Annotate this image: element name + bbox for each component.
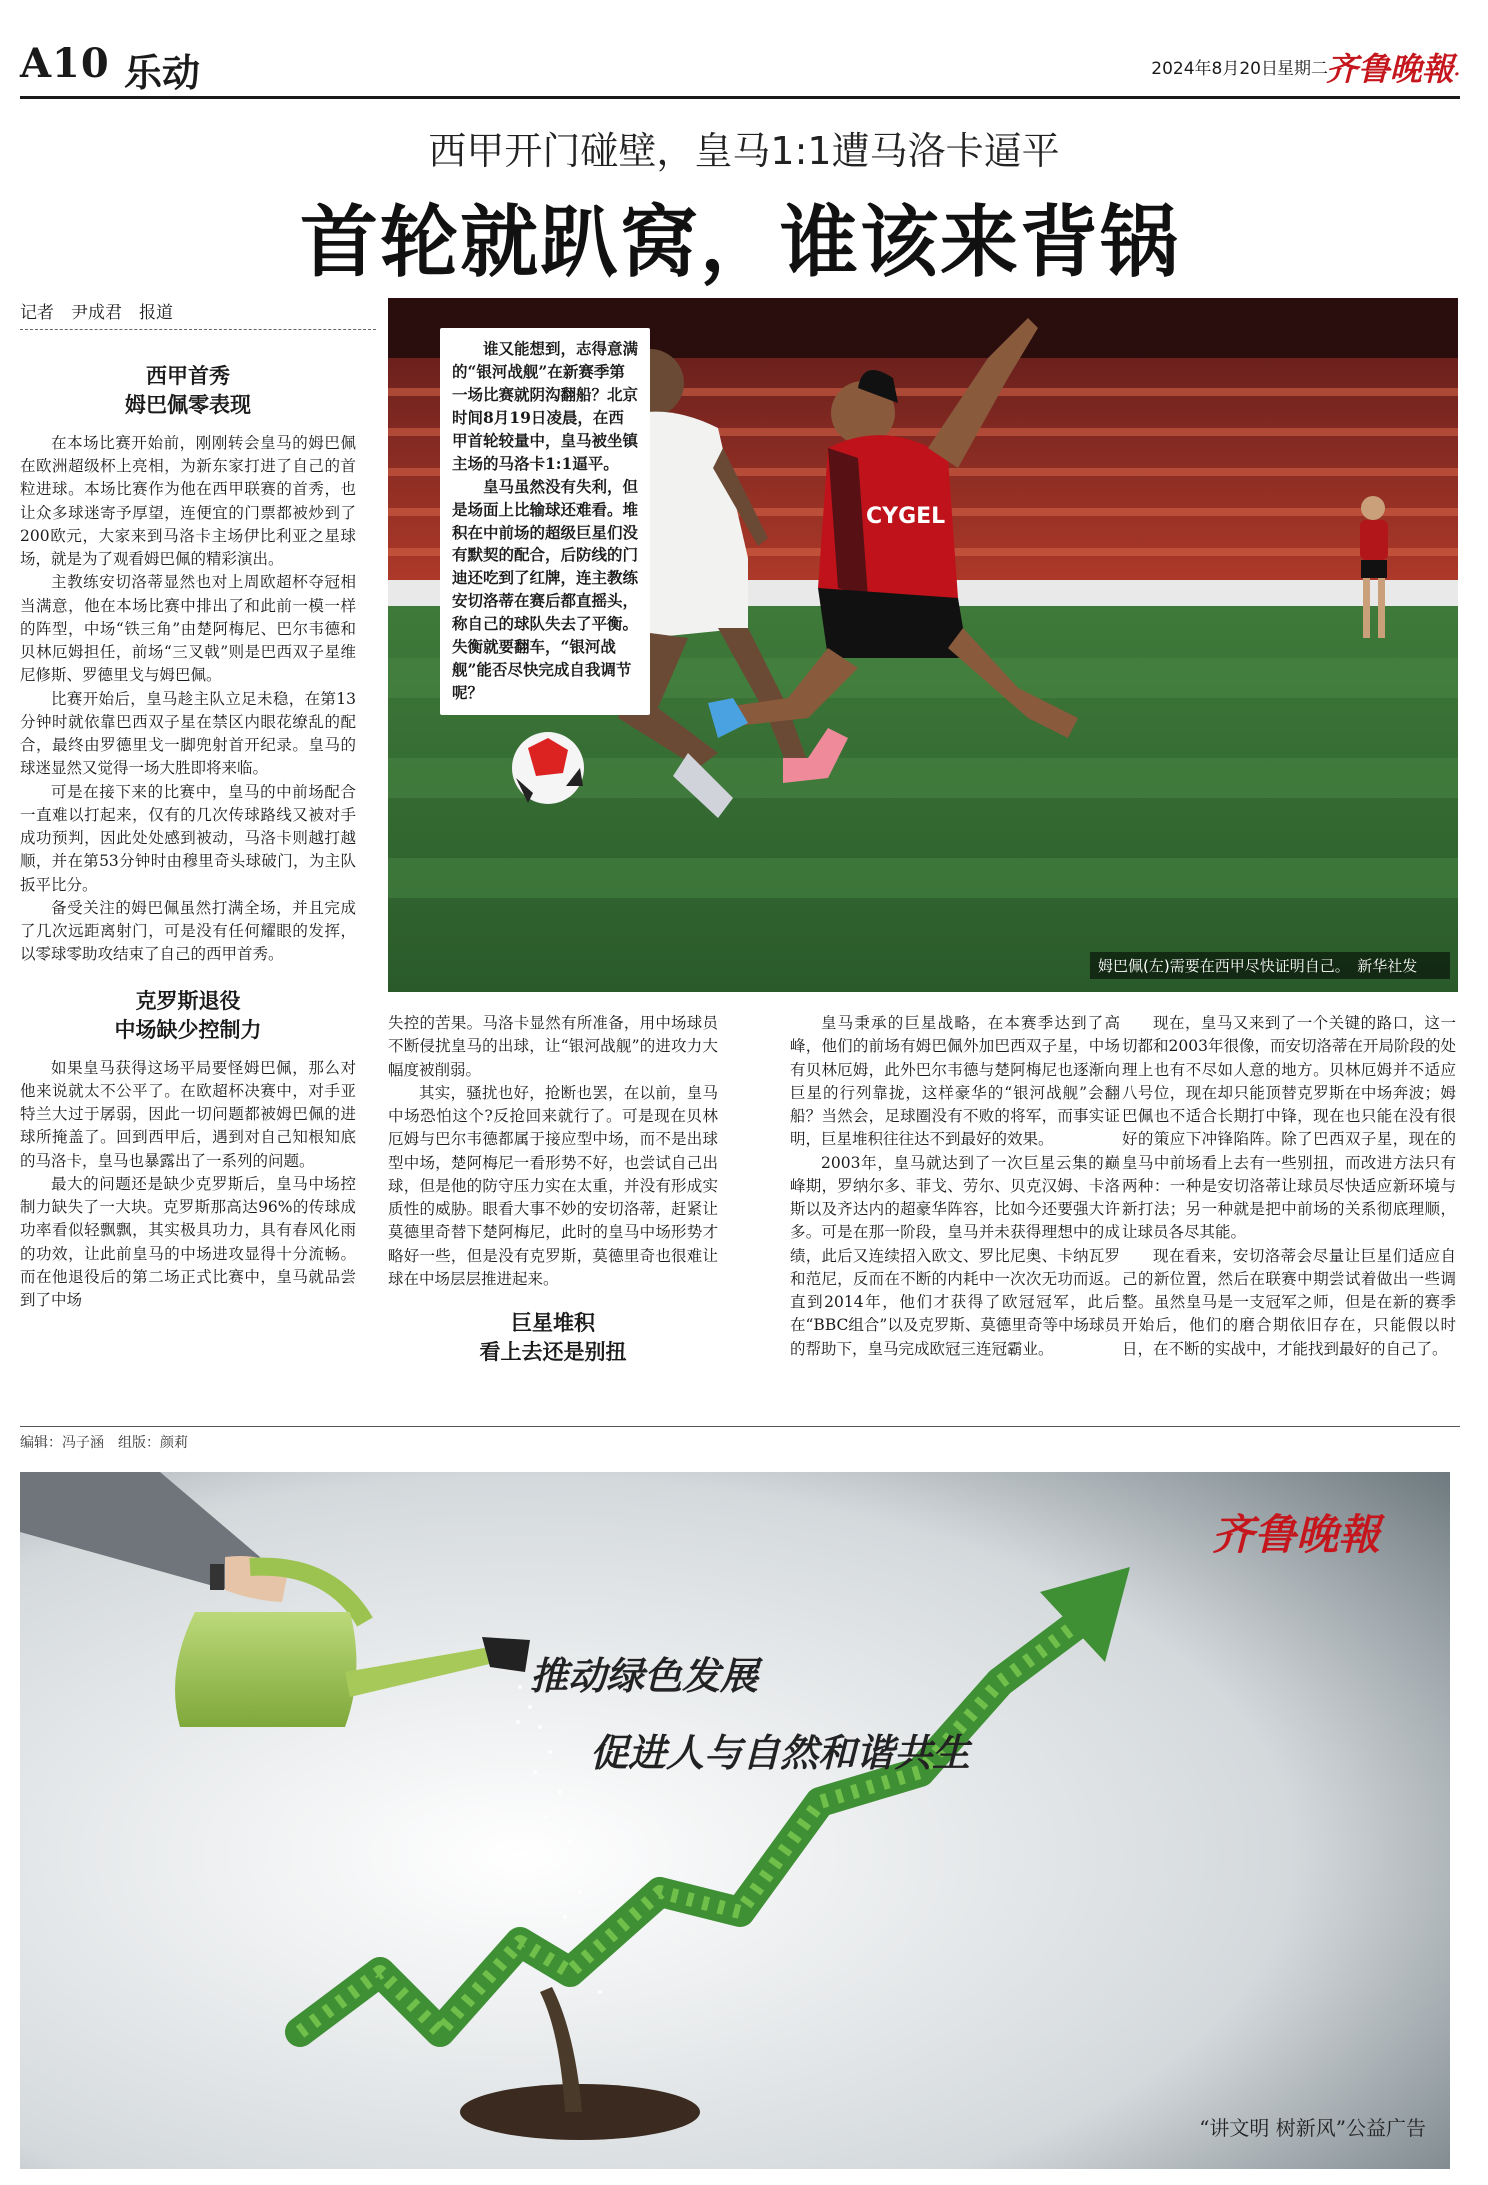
editor-credit: 编辑：冯子涵 组版：颜莉 — [20, 1435, 188, 1451]
page-number: A10 — [20, 40, 110, 87]
section-name: 乐动 — [124, 50, 201, 95]
football — [512, 732, 584, 804]
jersey-sponsor: CYGEL — [866, 504, 946, 529]
ad-newspaper-logo: 齐鲁晚報 — [1211, 1510, 1380, 1559]
subheading-mbappe-debut — [20, 362, 356, 420]
paragraph: 可是在接下来的比赛中，皇马的中前场配合一直难以打起来，仅有的几次传球路线又被对手成功预判，因此处处感到被动，马洛卡则越打越顺，并在第53分钟时由穆里奇头球破门，为主队扳平比分。 — [20, 782, 356, 894]
pull-quote-box — [440, 328, 650, 715]
issue-weekday: 星期二 — [1277, 59, 1328, 79]
subheading-superstars — [388, 1309, 718, 1367]
issue-date: 2024年8月20日 — [1151, 59, 1278, 79]
ad-slogan-harmony: 促进人与自然和谐共生 — [590, 1730, 971, 1775]
newspaper-logo-text: 齐鲁晚報 — [1325, 50, 1454, 88]
newspaper-logo-mark: · — [1453, 64, 1460, 85]
ad-public-service-note: “讲文明 树新风”公益广告 — [1199, 2116, 1426, 2140]
paragraph: 比赛开始后，皇马趁主队立足未稳，在第13分钟时就依靠巴西双子星在禁区内眼花缭乱的配合，最终由罗德里戈一脚兜射首开纪录。皇马的球迷显然又觉得一场大胜即将来临。 — [20, 689, 356, 778]
public-service-ad — [20, 1472, 1450, 2169]
subheading-line: 克罗斯退役 — [135, 987, 241, 1013]
newspaper-logo — [1326, 44, 1460, 90]
photo-caption: 姆巴佩(左)需要在西甲尽快证明自己。 新华社发 — [1090, 952, 1450, 979]
article-column-2 — [388, 1012, 718, 1379]
paragraph: 主教练安切洛蒂显然也对上周欧超杯夺冠相当满意，他在本场比赛中排出了和此前一模一样的阵型，中场“铁三角”由楚阿梅尼、巴尔韦德和贝林厄姆担任，前场“三叉戟”则是巴西双子星维尼修斯、罗德里戈与姆巴佩。 — [20, 573, 356, 685]
article-column-4 — [1122, 1012, 1456, 1361]
subheading-line: 西甲首秀 — [146, 363, 230, 388]
subheading-kroos-retired — [20, 987, 356, 1045]
paragraph: 在本场比赛开始前，刚刚转会皇马的姆巴佩在欧洲超级杯上亮相，为新东家打进了自己的首粒进球。本场比赛作为他在西甲联赛的首秀，也让众多球迷寄予厚望，连便宜的门票都被炒到了200欧元，大家来到马洛卡主场伊比利亚之星球场，就是为了观看姆巴佩的精彩演出。 — [20, 433, 356, 569]
paragraph: 如果皇马获得这场平局要怪姆巴佩，那么对他来说就太不公平了。在欧超杯决赛中，对手亚特兰大过于孱弱，因此一切问题都被姆巴佩的进球所掩盖了。回到西甲后，遇到对自己知根知底的马洛卡，皇马也暴露出了一系列的问题。 — [20, 1058, 356, 1170]
subheading-line: 看上去还是别扭 — [479, 1338, 627, 1364]
paragraph: 失控的苦果。马洛卡显然有所准备，用中场球员不断侵扰皇马的出球，让“银河战舰”的进攻力大幅度被削弱。 — [388, 1014, 718, 1079]
header-rule — [20, 96, 1460, 99]
pull-quote-paragraph: 谁又能想到，志得意满的“银河战舰”在新赛季第一场比赛就阴沟翻船？北京时间8月19日凌晨，在西甲首轮较量中，皇马被坐镇主场的马洛卡1:1逼平。 — [452, 339, 639, 473]
paragraph: 现在，皇马又来到了一个关键的路口，这一切都和2003年很像，而安切洛蒂在开局阶段的处理上也有不尽如人意的地方。贝林厄姆并不适应八号位，现在却只能顶替克罗斯在中场奔波；姆巴佩也不适合长期打中锋，现在也只能在没有很好的策应下冲锋陷阵。除了巴西双子星，现在的皇马中前场看上去有一些别扭，而改进方法只有两种：一种是安切洛蒂让球员尽快适应新环境与新打法；另一种就是把中前场的关系彻底理顺，让球员各尽其能。 — [1122, 1014, 1456, 1242]
subheading-line: 巨星堆积 — [511, 1310, 595, 1335]
paragraph: 其实，骚扰也好，抢断也罢，在以前，皇马中场恐怕这个?反抢回来就行了。可是现在贝林厄姆与巴尔韦德都属于接应型中场，而不是出球型中场，楚阿梅尼一看形势不好，也尝试自己出球，但是他的防守压力实在太重，并没有形成实质性的威胁。眼看大事不妙的安切洛蒂，赶紧让莫德里奇替下楚阿梅尼，此时的皇马中场形势才略好一些，但是没有克罗斯，莫德里奇也很难让球在中场层层推进起来。 — [388, 1083, 718, 1288]
paragraph: 现在看来，安切洛蒂会尽量让巨星们适应自己的新位置，然后在联赛中期尝试着做出一些调整。虽然皇马是一支冠军之师，但是在新的赛季开始后，他们的磨合期依旧存在，只能假以时日，在不断的实战中，才能找到最好的自己了。 — [1122, 1246, 1456, 1358]
article-column-1 — [20, 356, 356, 1312]
paragraph: 皇马秉承的巨星战略，在本赛季达到了高峰，他们的前场有姆巴佩外加巴西双子星，中场有贝林厄姆，此外巴尔韦德与楚阿梅尼也逐渐向巨星的行列靠拢，这样豪华的“银河战舰”会翻船？当然会，足球圈没有不败的将军，而事实证明，巨星堆积往往达不到最好的效果。 — [790, 1014, 1120, 1149]
subheading-line: 中场缺少控制力 — [114, 1016, 262, 1042]
subheading-line: 姆巴佩零表现 — [125, 391, 251, 417]
paragraph: 2003年，皇马就达到了一次巨星云集的巅峰期，罗纳尔多、菲戈、劳尔、贝克汉姆、卡洛斯以及齐达内的超豪华阵容，比如今还要强大许多。可是在那一阶段，皇马并未获得理想中的成绩，此后又连续招入欧文、罗比尼奥、卡纳瓦罗和范尼，反而在不断的内耗中一次次无功而返。直到2014年，他们才获得了欧冠冠军，此后在“BBC组合”以及克罗斯、莫德里奇等中场球员的帮助下，皇马完成欧冠三连冠霸业。 — [790, 1153, 1120, 1358]
pull-quote-paragraph: 皇马虽然没有失利，但是场面上比输球还难看。堆积在中前场的超级巨星们没有默契的配合，后防线的门迪还吃到了红牌，连主教练安切洛蒂在赛后都直摇头，称自己的球队失去了平衡。失衡就要翻车，“银河战舰”能否尽快完成自我调节呢？ — [452, 476, 639, 703]
page-header — [20, 40, 1460, 96]
article-headline: 首轮就趴窝，谁该来背锅 — [299, 197, 1180, 288]
article-byline: 记者 尹成君 报道 — [20, 298, 376, 330]
paragraph: 备受关注的姆巴佩虽然打满全场，并且完成了几次远距离射门，可是没有任何耀眼的发挥，以零球零助攻结束了自己的西甲首秀。 — [20, 898, 356, 964]
article-kicker: 西甲开门碰壁，皇马1:1遭马洛卡逼平 — [428, 129, 1060, 173]
editor-rule — [20, 1426, 1460, 1427]
ad-slogan-green-development: 推动绿色发展 — [530, 1653, 759, 1698]
paragraph: 最大的问题还是缺少克罗斯后，皇马中场控制力缺失了一大块。克罗斯那高达96%的传球成功率看似轻飘飘，其实极具功力，具有春风化雨的功效，让此前皇马的中场进攻显得十分流畅。而在他退役后的第二场正式比赛中，皇马就品尝到了中场 — [20, 1174, 356, 1310]
ad-illustration — [20, 1472, 1450, 2169]
article-column-3 — [790, 1012, 1120, 1361]
